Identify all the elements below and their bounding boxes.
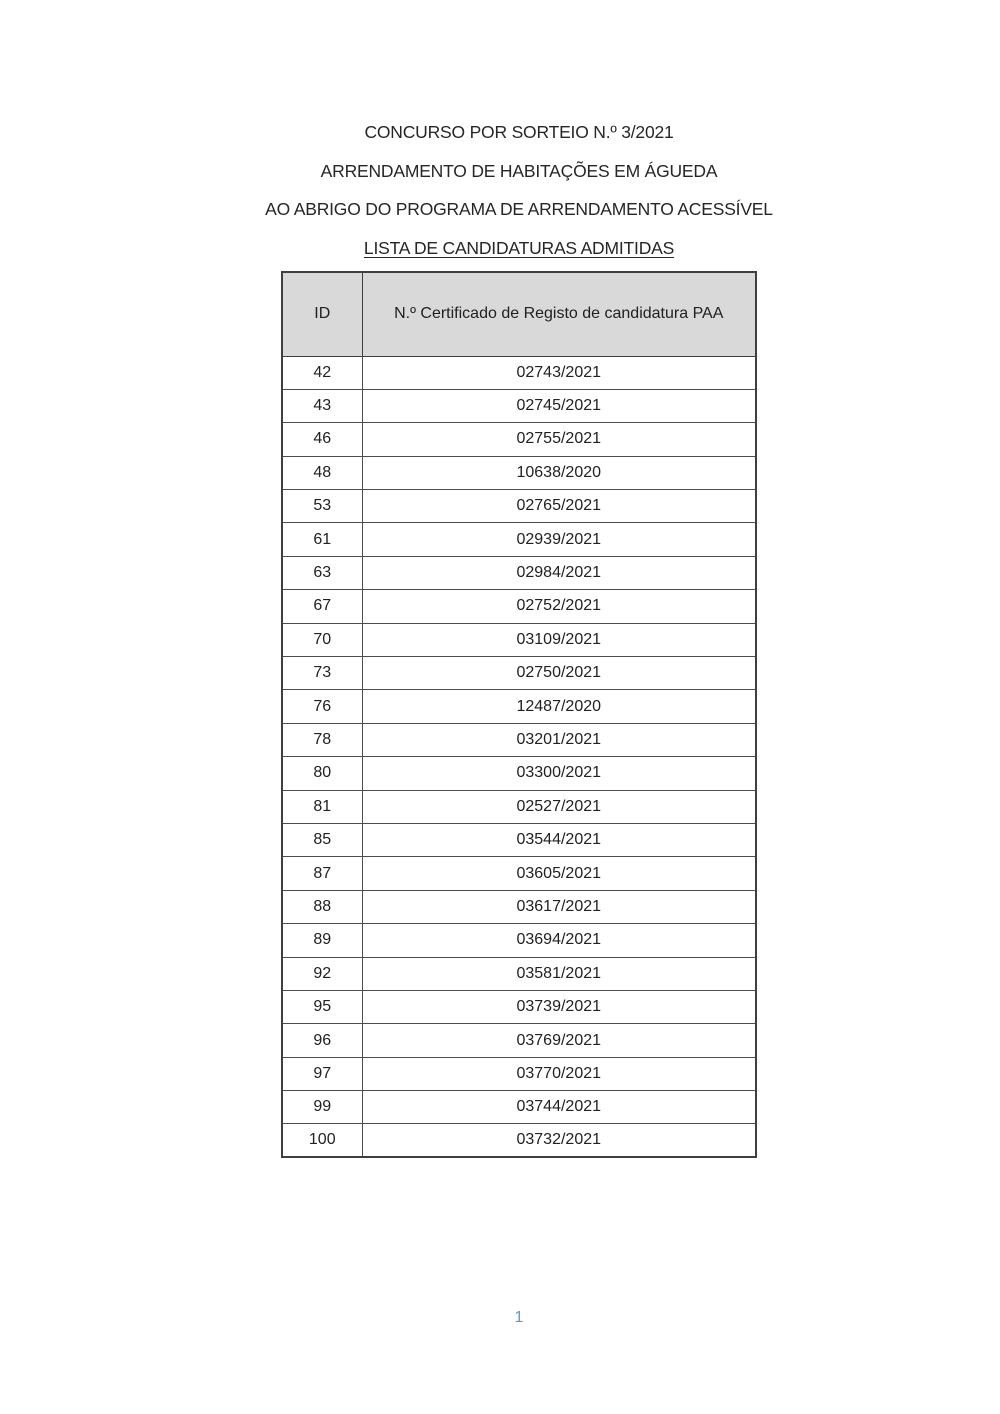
- table-row: [282, 723, 756, 756]
- cell-id: 88: [282, 890, 362, 923]
- table-row: [282, 490, 756, 523]
- table-row: [282, 1091, 756, 1124]
- cell-id: 42: [282, 356, 362, 389]
- admitted-candidates-table: [281, 271, 757, 1158]
- table-row: [282, 456, 756, 489]
- cell-id: 96: [282, 1024, 362, 1057]
- cell-certificado: 03769/2021: [362, 1024, 756, 1057]
- cell-id: 92: [282, 957, 362, 990]
- cell-certificado: 02745/2021: [362, 389, 756, 422]
- cell-certificado: 02755/2021: [362, 423, 756, 456]
- cell-certificado: 02984/2021: [362, 556, 756, 589]
- cell-id: 78: [282, 723, 362, 756]
- cell-certificado: 03694/2021: [362, 924, 756, 957]
- table-row: [282, 690, 756, 723]
- cell-id: 70: [282, 623, 362, 656]
- cell-id: 53: [282, 490, 362, 523]
- cell-certificado: 10638/2020: [362, 456, 756, 489]
- table-row: [282, 389, 756, 422]
- cell-certificado: 03109/2021: [362, 623, 756, 656]
- cell-certificado: 02527/2021: [362, 790, 756, 823]
- column-header-certificado: N.º Certificado de Registo de candidatura PAA: [362, 272, 756, 356]
- cell-certificado: 03581/2021: [362, 957, 756, 990]
- cell-id: 97: [282, 1057, 362, 1090]
- document-title-arrendamento: ARRENDAMENTO DE HABITAÇÕES EM ÁGUEDA: [320, 160, 718, 181]
- document-title-concurso: CONCURSO POR SORTEIO N.º 3/2021: [364, 122, 674, 142]
- cell-certificado: 02752/2021: [362, 590, 756, 623]
- table-row: [282, 523, 756, 556]
- cell-id: 85: [282, 823, 362, 856]
- cell-certificado: 02750/2021: [362, 657, 756, 690]
- cell-certificado: 03744/2021: [362, 1091, 756, 1124]
- cell-id: 81: [282, 790, 362, 823]
- document-header: [38, 113, 1000, 267]
- cell-id: 63: [282, 556, 362, 589]
- cell-id: 61: [282, 523, 362, 556]
- cell-id: 76: [282, 690, 362, 723]
- cell-id: 100: [282, 1124, 362, 1157]
- table-row: [282, 423, 756, 456]
- cell-certificado: 02765/2021: [362, 490, 756, 523]
- table-row: [282, 823, 756, 856]
- cell-certificado: 03739/2021: [362, 990, 756, 1023]
- cell-certificado: 03201/2021: [362, 723, 756, 756]
- cell-certificado: 12487/2020: [362, 690, 756, 723]
- table-row: [282, 1024, 756, 1057]
- table-row: [282, 924, 756, 957]
- page-number: 1: [514, 1309, 524, 1326]
- table-row: [282, 790, 756, 823]
- column-header-id: ID: [282, 272, 362, 356]
- document-title-programa: AO ABRIGO DO PROGRAMA DE ARRENDAMENTO ACESSÍVEL: [265, 199, 773, 219]
- cell-id: 73: [282, 657, 362, 690]
- table-row: [282, 957, 756, 990]
- cell-id: 89: [282, 924, 362, 957]
- cell-certificado: 03770/2021: [362, 1057, 756, 1090]
- cell-id: 48: [282, 456, 362, 489]
- table-body: [282, 356, 756, 1157]
- cell-id: 43: [282, 389, 362, 422]
- table-row: [282, 657, 756, 690]
- page-footer: [38, 1308, 1000, 1328]
- cell-certificado: 03605/2021: [362, 857, 756, 890]
- cell-id: 46: [282, 423, 362, 456]
- table-row: [282, 590, 756, 623]
- table-row: [282, 356, 756, 389]
- cell-id: 80: [282, 757, 362, 790]
- cell-certificado: 03732/2021: [362, 1124, 756, 1157]
- cell-certificado: 02939/2021: [362, 523, 756, 556]
- table-row: [282, 757, 756, 790]
- table-row: [282, 1057, 756, 1090]
- table-row: [282, 1124, 756, 1157]
- table-row: [282, 890, 756, 923]
- cell-id: 99: [282, 1091, 362, 1124]
- table-header-row: [282, 272, 756, 356]
- table-row: [282, 990, 756, 1023]
- table-row: [282, 857, 756, 890]
- cell-certificado: 03544/2021: [362, 823, 756, 856]
- document-title-lista-admitidas: LISTA DE CANDIDATURAS ADMITIDAS: [363, 237, 675, 258]
- cell-certificado: 03300/2021: [362, 757, 756, 790]
- cell-certificado: 03617/2021: [362, 890, 756, 923]
- cell-certificado: 02743/2021: [362, 356, 756, 389]
- cell-id: 67: [282, 590, 362, 623]
- table-row: [282, 556, 756, 589]
- cell-id: 95: [282, 990, 362, 1023]
- table-row: [282, 623, 756, 656]
- cell-id: 87: [282, 857, 362, 890]
